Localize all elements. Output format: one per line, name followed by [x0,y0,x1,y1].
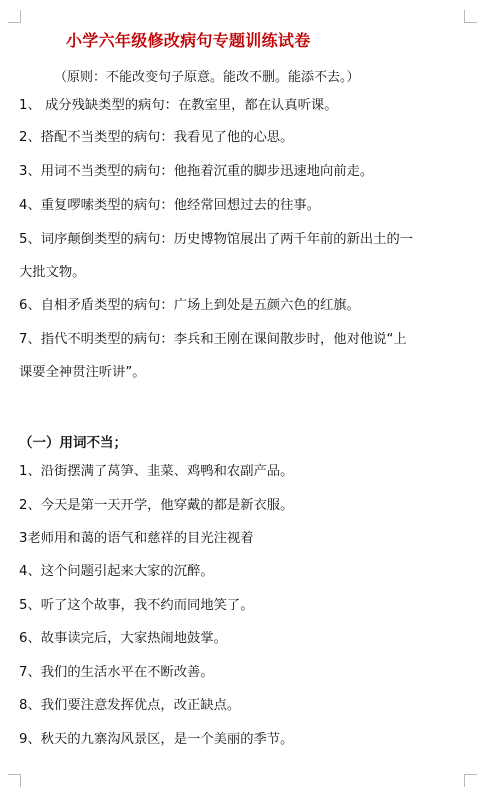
exercise-item-4: 4、这个问题引起来大家的沉醉。 [19,564,214,579]
type-item-1: 1、 成分残缺类型的病句：在教室里，都在认真听课。 [19,98,338,113]
principle-note: （原则：不能改变句子原意。能改不删。能添不去。） [54,70,360,85]
corner-mark-top-left [8,10,21,23]
corner-mark-top-right [464,10,477,23]
type-item-4: 4、重复啰嗦类型的病句：他经常回想过去的往事。 [19,198,320,213]
exercise-item-1: 1、沿街摆满了莴笋、韭菜、鸡鸭和农副产品。 [19,464,294,479]
exercise-item-3: 3老师用和蔼的语气和慈祥的目光注视着 [19,531,254,546]
type-item-7-continued: 课要全神贯注听讲”。 [19,365,146,380]
type-item-5-continued: 大批文物。 [19,265,86,280]
exercise-item-9: 9、秋天的九寨沟风景区，是一个美丽的季节。 [19,732,294,747]
corner-mark-bottom-right [464,774,477,787]
exercise-item-5: 5、听了这个故事，我不约而同地笑了。 [19,598,254,613]
section-heading: （一）用词不当； [19,435,127,451]
type-item-6: 6、自相矛盾类型的病句：广场上到处是五颜六色的红旗。 [19,298,360,313]
type-item-2: 2、搭配不当类型的病句：我看见了他的心思。 [19,130,294,145]
corner-mark-bottom-left [8,774,21,787]
exercise-item-2: 2、今天是第一天开学，他穿戴的都是新衣服。 [19,498,294,513]
type-item-3: 3、用词不当类型的病句：他拖着沉重的脚步迅速地向前走。 [19,164,374,179]
type-item-7: 7、指代不明类型的病句：李兵和王刚在课间散步时，他对他说“上 [19,332,407,347]
exercise-item-7: 7、我们的生活水平在不断改善。 [19,665,214,680]
exercise-item-6: 6、故事读完后，大家热闹地鼓掌。 [19,631,227,646]
document-title: 小学六年级修改病句专题训练试卷 [66,31,311,50]
exercise-item-8: 8、我们要注意发挥优点，改正缺点。 [19,698,241,713]
type-item-5: 5、词序颠倒类型的病句：历史博物馆展出了两千年前的新出土的一 [19,232,414,247]
